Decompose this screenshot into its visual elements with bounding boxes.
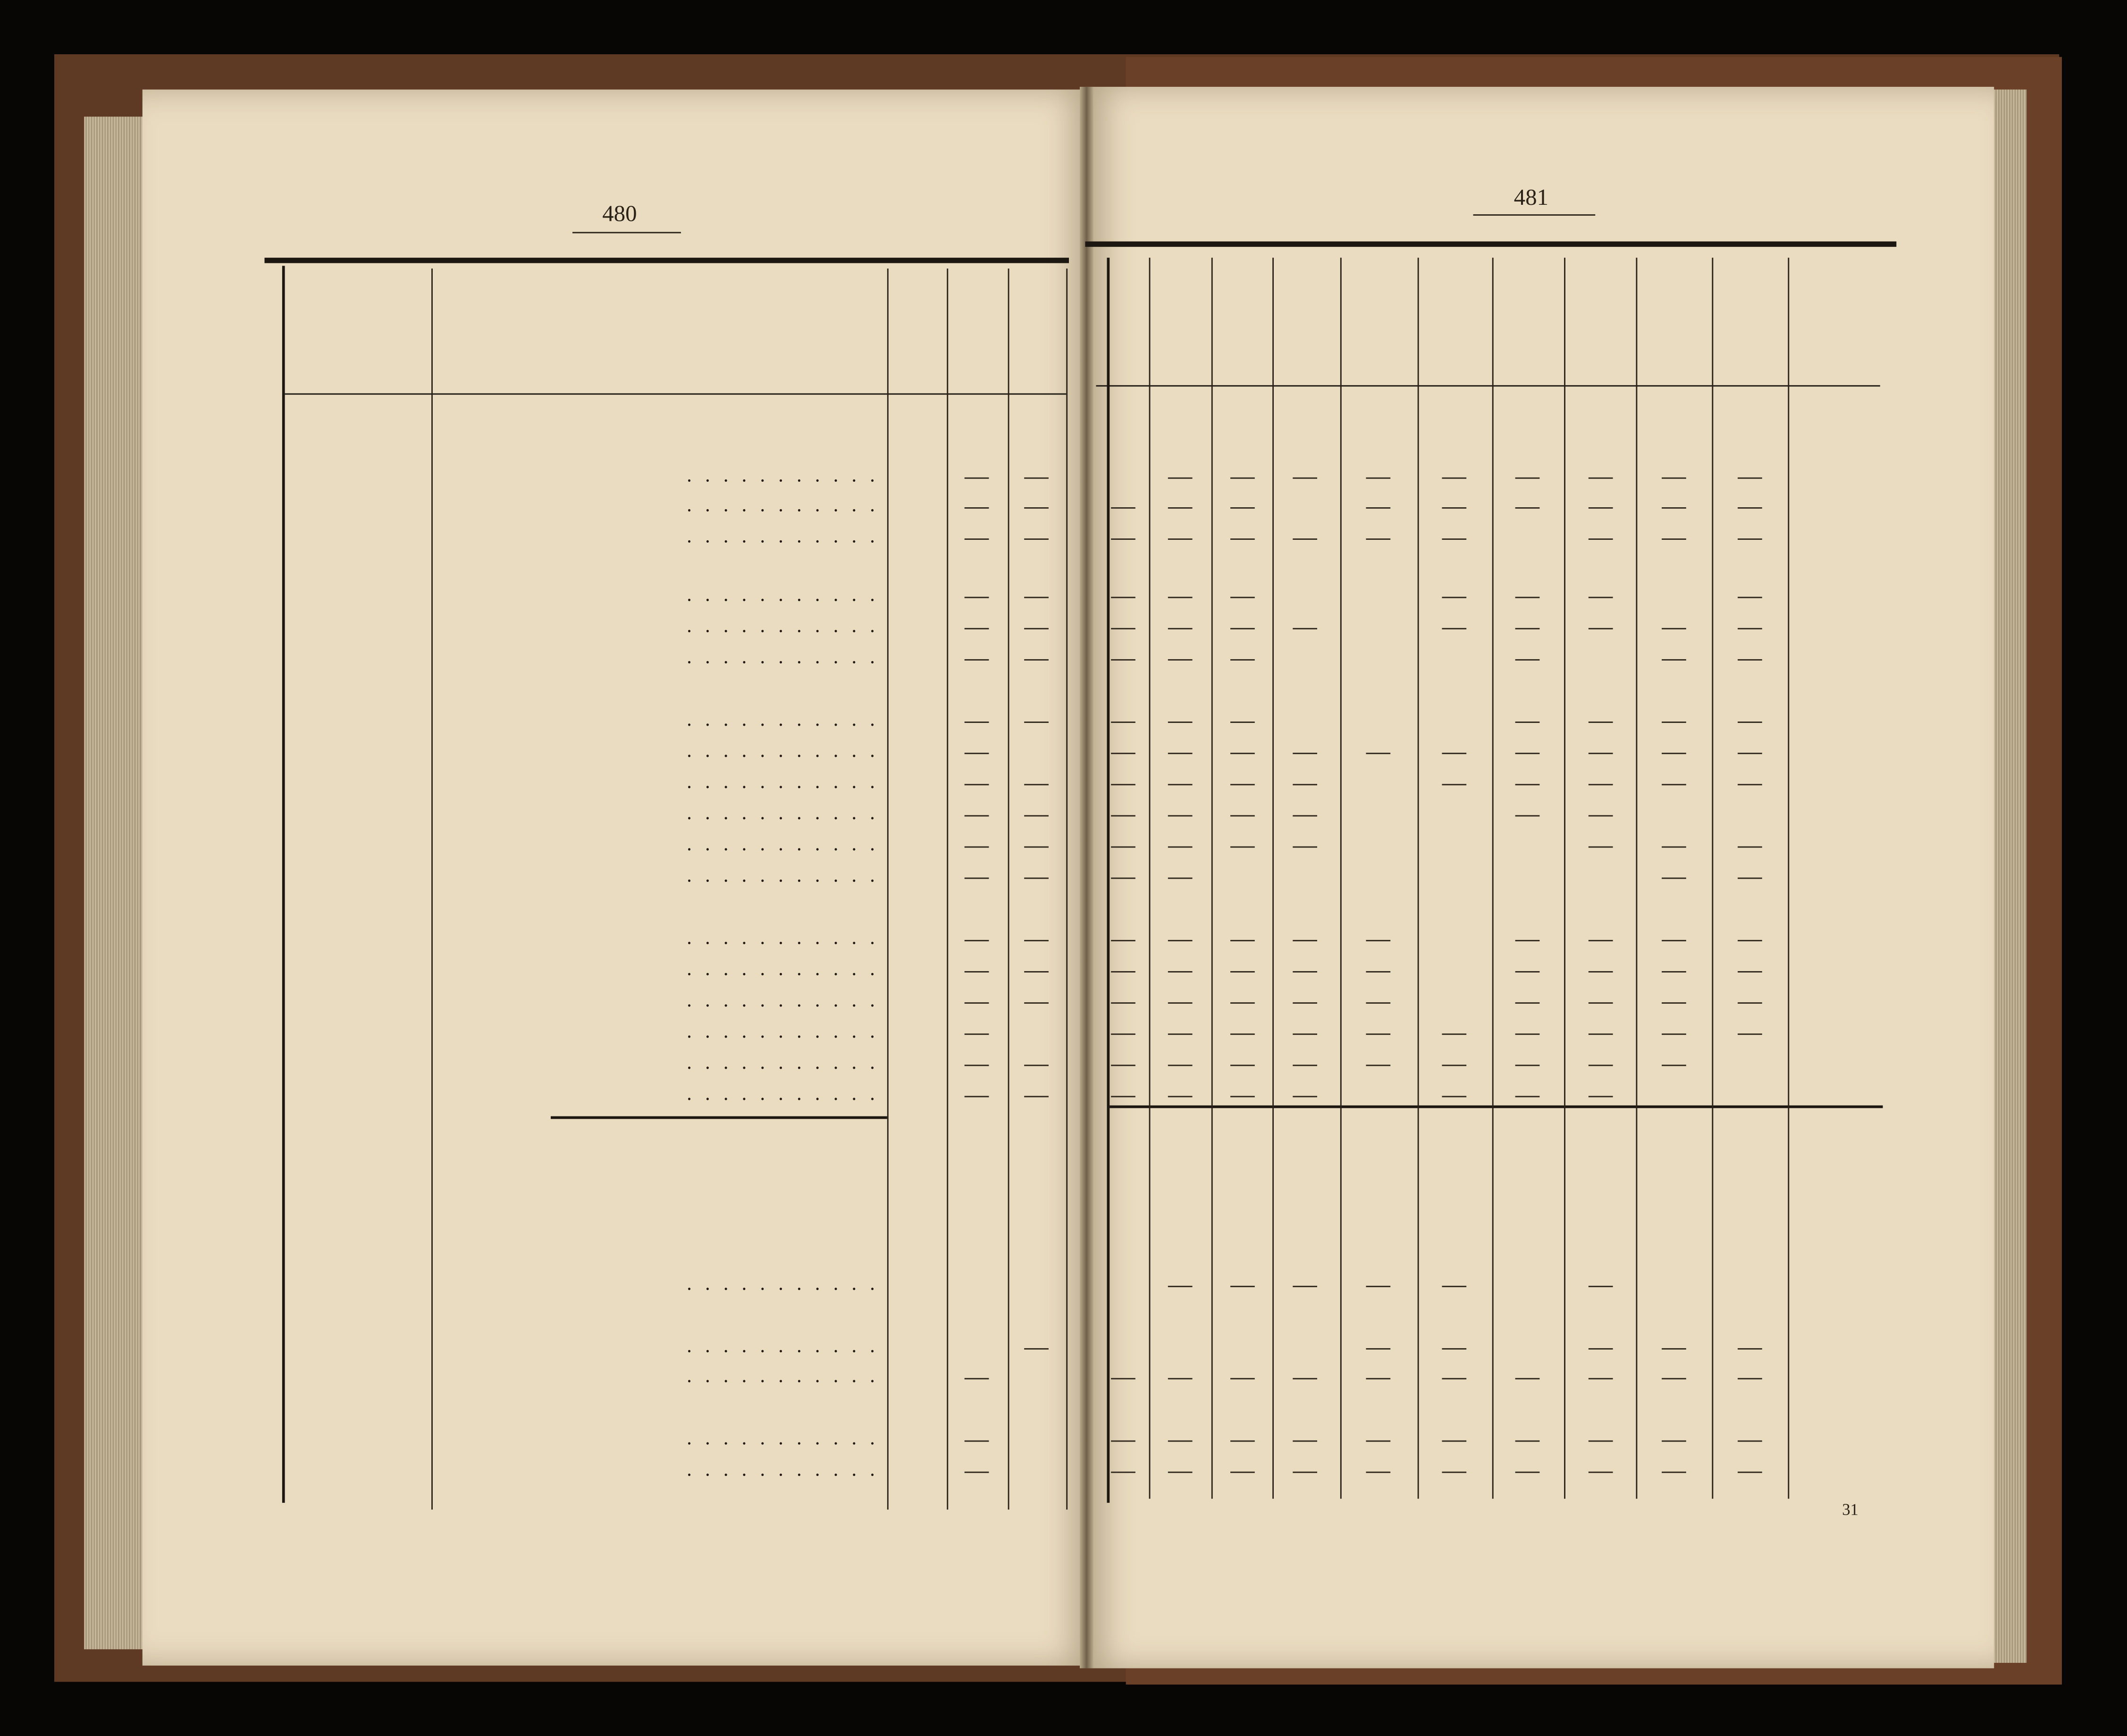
left-column-line [431, 268, 433, 1510]
row-dash [1738, 1378, 1762, 1379]
signature-mark: 31 [1842, 1500, 1858, 1519]
row-dash [1024, 659, 1049, 661]
row-dash [1230, 784, 1255, 785]
row-dash [1111, 815, 1135, 816]
row-dash [1589, 940, 1613, 941]
row-dash [1230, 1065, 1255, 1066]
row-dash [1442, 538, 1466, 540]
row-dash [1024, 1348, 1049, 1350]
row-dash [1293, 753, 1317, 754]
row-dash [1230, 538, 1255, 540]
month-header-0 [966, 282, 988, 388]
month-header-5 [1294, 282, 1316, 388]
month-header-3 [1169, 282, 1191, 388]
row-dash [1366, 1472, 1390, 1473]
row-dash [1024, 597, 1049, 598]
row-dash [1366, 1033, 1390, 1035]
leader-dots: . . . . . . . . . . . [687, 647, 879, 669]
row-dash [1662, 1033, 1686, 1035]
row-dash [1024, 940, 1049, 941]
leader-dots: . . . . . . . . . . . [687, 1021, 879, 1043]
right-column-line [1149, 258, 1151, 1499]
month-header-10 [1663, 282, 1685, 388]
row-dash [1230, 597, 1255, 598]
row-dash [1515, 753, 1540, 754]
row-dash [1738, 628, 1762, 629]
right-column-line [1492, 258, 1494, 1499]
right-header-rule [1096, 385, 1880, 386]
row-dash [1662, 478, 1686, 479]
row-dash [1230, 1378, 1255, 1379]
row-dash [1024, 878, 1049, 879]
row-dash [1366, 971, 1390, 973]
row-dash [1515, 597, 1540, 598]
row-dash [1589, 597, 1613, 598]
disease-influenza [901, 1268, 936, 1485]
right-border [1107, 258, 1110, 1503]
row-dash [1366, 1286, 1390, 1287]
row-dash [1662, 847, 1686, 848]
row-dash [1168, 1472, 1193, 1473]
row-dash [1293, 971, 1317, 973]
row-dash [1515, 1033, 1540, 1035]
row-dash [1024, 784, 1049, 785]
row-dash [1589, 971, 1613, 973]
row-dash [965, 784, 989, 785]
row-dash [1515, 940, 1540, 941]
row-dash [1168, 847, 1193, 848]
row-dash [1168, 940, 1193, 941]
row-dash [1442, 1472, 1466, 1473]
row-dash [1111, 628, 1135, 629]
row-dash [1111, 659, 1135, 661]
row-dash [1366, 1441, 1390, 1442]
row-dash [1293, 940, 1317, 941]
row-dash [1442, 597, 1466, 598]
row-dash [1738, 507, 1762, 509]
left-page-number: 480 [602, 201, 637, 227]
row-dash [1168, 597, 1193, 598]
leader-dots: . . . . . . . . . . . [687, 990, 879, 1012]
row-dash [1738, 721, 1762, 723]
row-dash [1662, 1441, 1686, 1442]
row-dash [965, 753, 989, 754]
row-dash [1168, 1096, 1193, 1097]
row-dash [1589, 784, 1613, 785]
row-dash [1111, 1378, 1135, 1379]
row-dash [1230, 940, 1255, 941]
month-header-1 [1026, 282, 1047, 388]
right-column-line [1211, 258, 1213, 1499]
row-dash [1168, 784, 1193, 785]
leader-dots: . . . . . . . . . . . [687, 526, 879, 548]
leader-dots: . . . . . . . . . . . [687, 928, 879, 950]
row-dash [1230, 1441, 1255, 1442]
row-dash [1111, 538, 1135, 540]
row-dash [965, 1002, 989, 1004]
row-dash [1589, 1033, 1613, 1035]
leader-dots: . . . . . . . . . . . [687, 1366, 879, 1388]
row-dash [1662, 784, 1686, 785]
row-dash [1515, 1378, 1540, 1379]
row-dash [1442, 1348, 1466, 1350]
leader-dots: . . . . . . . . . . . [687, 803, 879, 825]
row-dash [1024, 538, 1049, 540]
row-dash [965, 721, 989, 723]
row-dash [1366, 478, 1390, 479]
row-dash [1111, 1441, 1135, 1442]
right-total-rule [1110, 1106, 1883, 1108]
month-header-4 [1232, 282, 1253, 388]
row-dash [1442, 1096, 1466, 1097]
row-dash [1293, 1065, 1317, 1066]
row-dash [1589, 1441, 1613, 1442]
month-header-11 [1739, 282, 1761, 388]
row-dash [1662, 753, 1686, 754]
row-dash [1366, 940, 1390, 941]
row-dash [1662, 659, 1686, 661]
month-header-2 [1112, 282, 1134, 388]
row-dash [965, 847, 989, 848]
row-dash [1293, 1441, 1317, 1442]
row-dash [1293, 1033, 1317, 1035]
row-dash [1111, 753, 1135, 754]
leader-dots: . . . . . . . . . . . [687, 865, 879, 887]
row-dash [1366, 1065, 1390, 1066]
left-column-line [1066, 268, 1068, 1510]
row-dash [1230, 478, 1255, 479]
row-dash [1168, 628, 1193, 629]
month-header-6 [1367, 282, 1389, 388]
row-dash [965, 1096, 989, 1097]
row-dash [1230, 1002, 1255, 1004]
row-dash [1589, 1378, 1613, 1379]
row-dash [965, 597, 989, 598]
row-dash [1024, 628, 1049, 629]
row-dash [965, 1065, 989, 1066]
row-dash [965, 628, 989, 629]
leader-dots: . . . . . . . . . . . [687, 465, 879, 487]
row-dash [1293, 628, 1317, 629]
right-page-number-rule [1473, 214, 1596, 216]
right-page [1085, 87, 1994, 1669]
row-dash [1738, 1002, 1762, 1004]
row-dash [1366, 507, 1390, 509]
row-dash [1230, 1472, 1255, 1473]
row-dash [1168, 659, 1193, 661]
leader-dots: . . . . . . . . . . . [687, 709, 879, 731]
row-dash [1589, 847, 1613, 848]
row-dash [1168, 878, 1193, 879]
row-dash [1515, 478, 1540, 479]
row-dash [1738, 753, 1762, 754]
row-dash [1168, 1378, 1193, 1379]
left-column-line [947, 268, 948, 1510]
gutter [1080, 87, 1093, 1669]
row-dash [1366, 1348, 1390, 1350]
row-dash [965, 538, 989, 540]
row-dash [1662, 721, 1686, 723]
left-total-rule [551, 1116, 887, 1119]
row-dash [1293, 478, 1317, 479]
row-dash [1024, 1065, 1049, 1066]
row-dash [965, 1472, 989, 1473]
row-dash [1230, 1033, 1255, 1035]
row-dash [1111, 507, 1135, 509]
row-dash [1111, 721, 1135, 723]
row-dash [1230, 815, 1255, 816]
leader-dots: . . . . . . . . . . . [687, 584, 879, 606]
row-dash [1111, 1096, 1135, 1097]
right-column-line [1712, 258, 1713, 1499]
row-dash [1230, 721, 1255, 723]
leader-dots: . . . . . . . . . . . [687, 1083, 879, 1106]
row-dash [1442, 753, 1466, 754]
leader-dots: . . . . . . . . . . . [687, 1428, 879, 1450]
leader-dots: . . . . . . . . . . . [687, 1336, 879, 1358]
leader-dots: . . . . . . . . . . . [687, 1459, 879, 1481]
row-dash [1168, 721, 1193, 723]
disease-koklush [901, 536, 936, 1051]
page-edges-left [84, 117, 152, 1649]
row-dash [1111, 1033, 1135, 1035]
row-dash [1442, 1441, 1466, 1442]
left-top-rule [265, 258, 1069, 263]
row-dash [1293, 1002, 1317, 1004]
row-dash [1589, 753, 1613, 754]
right-column-line [1418, 258, 1419, 1499]
row-dash [1738, 878, 1762, 879]
row-dash [1589, 1096, 1613, 1097]
row-dash [1168, 1002, 1193, 1004]
row-dash [1662, 1348, 1686, 1350]
row-dash [1738, 940, 1762, 941]
row-dash [1738, 478, 1762, 479]
row-dash [1662, 971, 1686, 973]
row-dash [1230, 1096, 1255, 1097]
row-dash [1515, 1065, 1540, 1066]
row-dash [1515, 628, 1540, 629]
row-dash [1442, 784, 1466, 785]
row-dash [1589, 1472, 1613, 1473]
row-dash [1738, 971, 1762, 973]
row-dash [1442, 628, 1466, 629]
right-column-line [1636, 258, 1637, 1499]
row-dash [1024, 815, 1049, 816]
row-dash [1168, 1065, 1193, 1066]
row-dash [965, 971, 989, 973]
row-dash [1293, 847, 1317, 848]
row-dash [1515, 971, 1540, 973]
row-dash [1515, 1002, 1540, 1004]
row-dash [1515, 784, 1540, 785]
row-dash [1442, 1065, 1466, 1066]
month-header-8 [1517, 282, 1539, 388]
row-dash [965, 1378, 989, 1379]
row-dash [965, 1441, 989, 1442]
row-dash [1662, 940, 1686, 941]
row-dash [1662, 1472, 1686, 1473]
row-dash [1366, 1378, 1390, 1379]
row-dash [1168, 507, 1193, 509]
leader-dots: . . . . . . . . . . . [687, 959, 879, 981]
row-dash [1293, 815, 1317, 816]
row-dash [1366, 1002, 1390, 1004]
row-dash [1515, 659, 1540, 661]
row-dash [1024, 847, 1049, 848]
row-dash [965, 507, 989, 509]
row-dash [1293, 1096, 1317, 1097]
left-border [282, 266, 285, 1502]
left-column-line [1008, 268, 1009, 1510]
row-dash [1662, 538, 1686, 540]
row-dash [1589, 507, 1613, 509]
row-dash [1515, 1096, 1540, 1097]
row-dash [1738, 1441, 1762, 1442]
left-page-number-rule [572, 232, 681, 234]
row-dash [1293, 1286, 1317, 1287]
row-dash [1589, 538, 1613, 540]
row-dash [1230, 1286, 1255, 1287]
month-header-7 [1443, 282, 1465, 388]
leader-dots: . . . . . . . . . . . [687, 772, 879, 794]
leader-dots: . . . . . . . . . . . [687, 1052, 879, 1074]
page-edges-right [1989, 90, 2026, 1663]
row-dash [1168, 971, 1193, 973]
row-dash [1024, 1002, 1049, 1004]
row-dash [1024, 507, 1049, 509]
row-dash [1662, 507, 1686, 509]
month-header-9 [1590, 282, 1612, 388]
right-column-line [1272, 258, 1274, 1499]
row-dash [1366, 538, 1390, 540]
row-dash [1111, 597, 1135, 598]
row-dash [1111, 1002, 1135, 1004]
row-dash [1168, 1286, 1193, 1287]
row-dash [1662, 1065, 1686, 1066]
leader-dots: . . . . . . . . . . . [687, 615, 879, 637]
row-dash [1442, 507, 1466, 509]
row-dash [1293, 1472, 1317, 1473]
row-dash [1024, 971, 1049, 973]
row-dash [1111, 1472, 1135, 1473]
leader-dots: . . . . . . . . . . . [687, 1274, 879, 1296]
row-dash [1111, 878, 1135, 879]
row-dash [1738, 597, 1762, 598]
row-dash [1738, 847, 1762, 848]
right-column-line [1340, 258, 1342, 1499]
row-dash [1662, 878, 1686, 879]
row-dash [1230, 847, 1255, 848]
row-dash [1442, 1286, 1466, 1287]
row-dash [1111, 847, 1135, 848]
row-dash [1230, 628, 1255, 629]
row-dash [1515, 721, 1540, 723]
row-dash [1111, 1065, 1135, 1066]
row-dash [1111, 971, 1135, 973]
row-dash [1738, 784, 1762, 785]
row-dash [1589, 1002, 1613, 1004]
row-dash [1168, 538, 1193, 540]
row-dash [1738, 538, 1762, 540]
leader-dots: . . . . . . . . . . . [687, 834, 879, 856]
right-page-number: 481 [1513, 184, 1549, 210]
row-dash [1366, 753, 1390, 754]
row-dash [1168, 478, 1193, 479]
row-dash [965, 815, 989, 816]
row-dash [1589, 815, 1613, 816]
row-dash [1589, 1348, 1613, 1350]
row-dash [1589, 628, 1613, 629]
row-dash [1024, 721, 1049, 723]
row-dash [1111, 940, 1135, 941]
row-dash [1738, 1472, 1762, 1473]
row-dash [965, 878, 989, 879]
row-dash [1589, 721, 1613, 723]
row-dash [1293, 1378, 1317, 1379]
row-dash [1589, 1065, 1613, 1066]
right-column-line [1564, 258, 1565, 1499]
row-dash [1293, 538, 1317, 540]
row-dash [1230, 659, 1255, 661]
left-column-line [887, 268, 889, 1510]
row-dash [1024, 1096, 1049, 1097]
row-dash [1293, 784, 1317, 785]
row-dash [1738, 659, 1762, 661]
right-top-rule [1085, 242, 1896, 247]
row-dash [965, 1033, 989, 1035]
row-dash [965, 940, 989, 941]
row-dash [1662, 1002, 1686, 1004]
row-dash [1442, 1033, 1466, 1035]
row-dash [1662, 1378, 1686, 1379]
row-dash [1515, 815, 1540, 816]
row-dash [1168, 1441, 1193, 1442]
left-header-rule [285, 394, 1067, 395]
row-dash [1230, 507, 1255, 509]
row-dash [1111, 784, 1135, 785]
row-dash [1515, 507, 1540, 509]
row-dash [1589, 1286, 1613, 1287]
right-column-line [1788, 258, 1789, 1499]
row-dash [1515, 1441, 1540, 1442]
row-dash [1024, 478, 1049, 479]
row-dash [965, 478, 989, 479]
row-dash [1589, 478, 1613, 479]
leader-dots: . . . . . . . . . . . [687, 495, 879, 517]
row-dash [1442, 478, 1466, 479]
row-dash [1168, 753, 1193, 754]
row-dash [1738, 1033, 1762, 1035]
row-dash [1230, 753, 1255, 754]
row-dash [1662, 628, 1686, 629]
row-dash [1168, 1033, 1193, 1035]
row-dash [1442, 1378, 1466, 1379]
leader-dots: . . . . . . . . . . . [687, 740, 879, 763]
row-dash [965, 659, 989, 661]
row-dash [1168, 815, 1193, 816]
row-dash [1230, 971, 1255, 973]
disease-header [895, 278, 939, 386]
row-dash [1738, 1348, 1762, 1350]
row-dash [1515, 1472, 1540, 1473]
